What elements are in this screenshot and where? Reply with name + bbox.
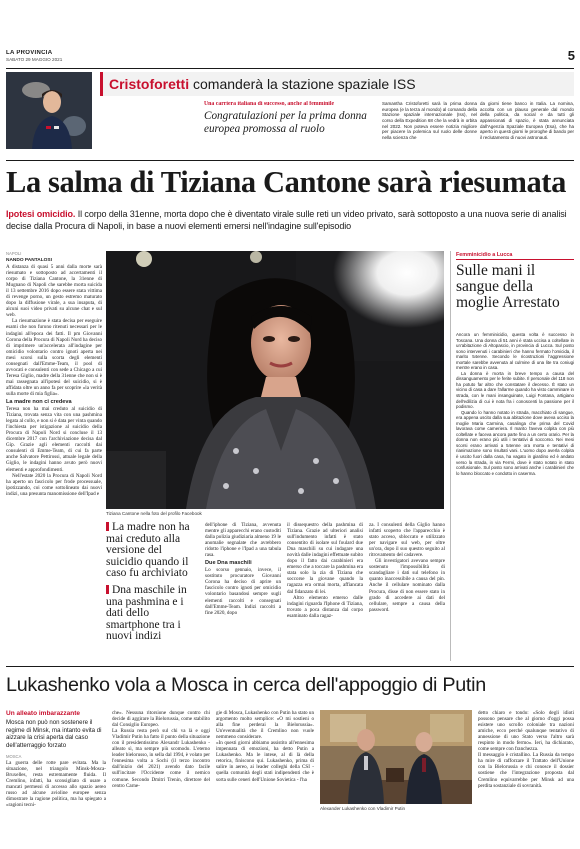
cristoforetti-kicker: Una carriera italiana di successo, anche al femminile [204, 101, 335, 107]
sidebar-kicker: Femminicidio a Lucca [456, 251, 574, 260]
issue-date: SABATO 29 MAGGIO 2021 [6, 57, 63, 62]
main-col1-p2: La riesumazione è stata decisa per eseguire esami che non furono ritenuti necessari per le indagini all'epoca dei fatti. Il pm Giovanni Corona della Procura di Napoli Nord ha deciso di imprimere un'accelerata all'indagine per omicidio volontario contro ignoti aperta nei mesi scorsi sulla scorta degli elementi consegnati dall'Emme-Team, il pool di avvocati e consulenti con sede a Chicago a cui Teresa Giglio, madre della 31enne che non si è mai rassegnata all'ipotesi del suicidio, si è affidata oltre un anno fa per scoprire «la verità sulla morte di mia figlia». [6, 318, 102, 397]
cristoforetti-deck: Congratulazioni per la prima donna europea promossa al ruolo [204, 110, 367, 135]
main-col4 [287, 522, 363, 662]
main-col1-p1: A distanza di quasi 5 anni dalla morte sarà riesumato e sottoposto ad accertamenti il corpo di Tiziana Cantone, la 31enne di Mugnano di Napoli che sarebbe morta suicida il 13 settembre 2016 dopo essere stata vittima di revenge porno, un gesto estremo maturato dopo la diffusione virale, a sua insaputa, di alcuni suoi video privati su alcune chat e sul web. [6, 264, 102, 319]
cristoforetti-headline-band [100, 72, 574, 96]
dateline: NAPOLI [6, 251, 22, 256]
sidebar-p3: Quando lo hanno notato in strada, macchiato di sangue, era appena uscito dalla sua abitazione dove aveva ucciso la moglie Maria Carmina, casalinga che prima del Covid lavorava come cameriera. Il marito l'aveva colpita con più coltellate e faceva ancora parte fino a un certo orario. Per la donna non erano più utili i tentativi di soccorso. Nei mesi scorsi erano arrivati a 54enne ora morta e tentativi di rianimazione sono risultati vani. L'uomo dopo averla colpita è uscito fuori dalla casa, ha vagato in giardino ed è andato verso la strada, in via Fermi, dove è stato notato in stato confusionale. Sul posto sono arrivati anche i carabinieri che lo hanno bloccato e condotto in caserma. [456, 409, 574, 476]
tiziana-portrait-image [106, 251, 444, 509]
author: NANDO PANTALOSI [6, 258, 52, 263]
bottom-col1 [6, 754, 106, 849]
cristoforetti-body-col1: Samantha Cristoforetti sarà la prima donna europea (e la terza al mondo) al comando della Stazione spaziale internazionale (Iss), nel corso della Expedition 68 che la vedrà in orbita nel 2022. Non poteva essere notizia migliore per piacere la polemica sul ruolo delle donne nella scienza che [382, 101, 477, 140]
tiziana-photo [106, 251, 444, 509]
bottom-deck-block [6, 710, 106, 752]
lukashenko-putin-photo [320, 710, 472, 804]
pull-quote-2-text: Dna maschile in una pashmina e i dati dello smartphone tra i nuovi indizi [106, 585, 187, 642]
pull-quote-bar [106, 585, 109, 594]
sidebar-p2: La donna è morta in breve tempo a causa del dissanguamento per le ferite subite. Il personale del 118 non ha potuto far altro che constatare il decesso. È stato un vicino di casa a dare l'allarme quando ha visto camminare in strada, con le mani insanguinate, Luigi Fontana, artigiano dell'edilizia di cui è nota fra i conoscenti la passione per il podismo. [456, 370, 574, 410]
section-rule-2 [6, 666, 574, 667]
page-number: 5 [567, 48, 575, 63]
subhead-madre: La madre non ci credeva [6, 399, 72, 406]
astronaut-portrait-image [6, 72, 92, 149]
main-col5-p2: Gli investigatori avevano sempre sostenuto l'impossibilità di scandagliare i dati sul telefono in quanto inaccessibile a causa del pin. Anche il cellulare nominato dalla Procura, disse di non essere stato in grado di accedere ai dati del cellulare, sempre a causa della password. [369, 558, 445, 613]
masthead-rule [6, 68, 574, 69]
main-col3-p2: Lo scorso gennaio, invece, il sostituto procuratore Giovanni Corona ha deciso di aprire un fascicolo contro ignoti per omicidio volontario basandosi sempre sugli elementi raccolti e consegnati dall'Emme-Team. Indizi raccolti a fine 2020, dopo [205, 567, 281, 616]
bottom-deck: Mosca non può non sostenere il regime di Minsk, ma intanto evita di aizzare la crisi aperta dal caso dell'atterraggio forzato [6, 719, 102, 749]
sidebar-title: Sulle mani il sangue della moglie Arrestato [456, 263, 560, 311]
pull-quote-1-text: La madre non ha mai creduto alla versione del suicidio quando il caso fu archiviato [106, 522, 190, 579]
paper-name: LA PROVINCIA [6, 50, 53, 56]
sidebar-rule [450, 251, 451, 661]
cristoforetti-headline: comanderà la stazione spaziale ISS [193, 76, 416, 92]
masthead [6, 50, 156, 66]
main-col1 [6, 251, 102, 721]
cristoforetti-name: Cristoforetti [109, 76, 190, 92]
bottom-col3: gie di Mosca, Lukashenko con Putin ha stato un argomento molto semplice: «O mi sostieni o alla fine perderai la Bielorussia». Un'eventualità che il Cremlino non vuole nemmeno considerare. «In questi giorni abbiamo assistito all'ennesima impennata di emozioni, ha detto Putin a Lukashenko. Ma le intese, al di là della retorica, finiscono qui. Lukashenko, prima di salire in aereo, ai leader colleghi della CSI - quella comunità degli stati indipendenti che è sorta sulle ceneri dell'Unione Sovietica - l'ha [216, 710, 314, 783]
section-rule-1 [6, 160, 574, 161]
sidebar-p1: Ancora un femminicidio, questa volta è successo in Toscana. Una donna di 51 anni è stata uccisa a coltellate in un'abitazione di Altopascio, in provincia di Lucca. Sul posto sono intervenuti i carabinieri che hanno fermato l'omicida, il marito 54enne. Secondo le ricostruzioni l'aggressione mortale sarebbe avvenuta al culmine di una lite tra coniugi mentre erano in casa. [456, 332, 574, 371]
bottom-dateline: MOSCA [6, 754, 22, 759]
pull-quote-1 [106, 522, 198, 580]
bottom-col4: detto chiaro e tondo: «Solo degli idioti possono pensare che al giorno d'oggi possa esistere uno scrollo coloniale tra nazioni amiche, ecco perché qualunque tentativo di annessione di uno Stato verso l'altro sarà respinto in modo fermo». Ieri, ha dichiarato, come sempre con franchezza. Il messaggio è cristallino. La Russia da tempo ha mire di rafforzare il Trattato dell'Unione con la Bielorussia e chi conosce il dossier sostiene che l'integrazione proposta dal Cremlino equivarrebbe per Minsk ad una perdita sostanziale di sovranità. [478, 710, 574, 789]
sidebar-femminicidio [456, 251, 574, 661]
main-lead-text: Il corpo della 31enne, morta dopo che è diventato virale sulle reti un video privato, sarà sottoposto a una nuova serie di analisi decise dalla Procura di Napoli, in base a nuovi elementi emersi nell'indagine sull'episodio [6, 209, 567, 231]
bottom-headline: Lukashenko vola a Mosca in cerca dell'appoggio di Putin [6, 674, 486, 696]
main-col4-p2: Altro elemento emerso dalle indagini riguarda l'Iphone di Tiziana, trovato a poca distanza dal corpo esaminato dalla ragaz- [287, 594, 363, 619]
main-col4-p1: il dissequestro della pashmina di Tiziana. Grazie ad ulteriori analisi sull'indumento infatti è stato consentito di isolare sul foulard due Dna maschili su cui indagare una novità dalle indagini effettuate subito dopo il fatto dai carabinieri era emerso che a toccare la pashmina era stata solo la zia di Tiziana che soccorse la giovane quando la ragazza era ormai morta, affiancata dal fidanzato di lei. [287, 522, 363, 595]
lukashenko-photo-caption: Alexander Lukashenko con Vladimir Putin [320, 806, 406, 811]
main-col5-p1: za. I consulenti della Giglio hanno infatti scoperto che l'apparecchio è stato acceso, sbloccato e utilizzato per navigare sul web, per oltre un'ora, dopo il suo questro seguito al ritrovamento del cadavere. [369, 522, 445, 559]
main-headline: La salma di Tiziana Cantone sarà riesumata [6, 165, 566, 199]
subhead-dna: Due Dna maschili [205, 560, 252, 567]
main-col3 [205, 522, 281, 662]
leaders-meeting-image [320, 710, 472, 804]
main-col5 [369, 522, 445, 662]
pull-quote-2 [106, 585, 198, 655]
bottom-col1-text: La guerra delle rotte pare evitata. Ma la situazione, nel triangolo Minsk-Mosca-Bruxelles, resta estremamente fluida. Il Cremlino, infatti, ha sconsigliato di usare a mancati permessi di accesso allo spazio aereo russo ad alcune avioline europee senza dimostrare la ragione politica, ma ha spiegato a «ragioni tecni- [6, 760, 106, 809]
cristoforetti-deck-block [204, 101, 376, 145]
cristoforetti-body-col2: da giorni tiene banco in Italia. La nomina, accolta con un plauso generale dal mondo della politica, da social e da tutti gli appassionati di spazio, è stata annunciata dall'Agenzia Spaziale Europea (Esa), che ha aperto in questi giorni le proroghe di bando per il reclutamento di nuovi astronauti. [480, 101, 574, 140]
bottom-kicker: Un alleato imbarazzante [6, 710, 81, 717]
main-col3-p1: dell'iphone di Tiziana, avvenuta mentre gli apparecchi erano custoditi dalla polizia giudiziaria almeno 19 le anomalie segnalate che avrebbero ridotto l'iphone e l'Ipad a una tabula rasa. [205, 522, 281, 559]
main-lead [6, 209, 574, 239]
pull-quote-bar [106, 522, 109, 531]
main-col1-p4: Nell'estate 2020 la Procura di Napoli Nord ha aperto un fascicolo per frode processuale, ipotizzando, coi come sottolineato dai nuovi indizi, una presunta manomissione dell'Ipad e [6, 472, 102, 497]
main-col1-p3: Teresa non ha mai creduto al suicidio di Tiziana, trovata senza vita con una pashmina legata al collo, e non si è data per vinta quando l'inchiesta per istigazione al suicidio della Procura di Napoli Nord si concluse il 13 dicembre 2017 con l'archiviazione decisa dal Gip. Grazie agli elementi raccolti dai consulenti di Emme-Team, di cui fa parte anche Salvatore Pettirossi, attuale legale della Giglio, le indagini hanno avuto però nuovi elementi e approfondimenti. [6, 406, 102, 473]
tiziana-photo-caption: Tiziana Cantone nella foto del profilo Facebook [106, 511, 202, 516]
bottom-col2: che». Nessuna ritorsione dunque contro chi decide di aggirare la Bielorussia, come stabilito dal Consiglio Europeo. La Russia resta però sul chi va là e oggi Vladimir Putin ha fatto il punto della situazione con il presidentissimo Alexandr Lukashenko - alleato sì, ma sempre più scomodo. L'eterno leader bielorusso, in sella dal 1994, è volato per l'ennesima volta a Sochi (il terzo incontro dall'inizio del 2021) avendo dato facile sull'incitare l'Occidente come il nemico comune. Secondo Dmitri Trenin, direttore del centro Carne- [112, 710, 210, 789]
main-lead-kicker: Ipotesi omicidio. [6, 209, 76, 219]
cristoforetti-photo [6, 72, 92, 149]
